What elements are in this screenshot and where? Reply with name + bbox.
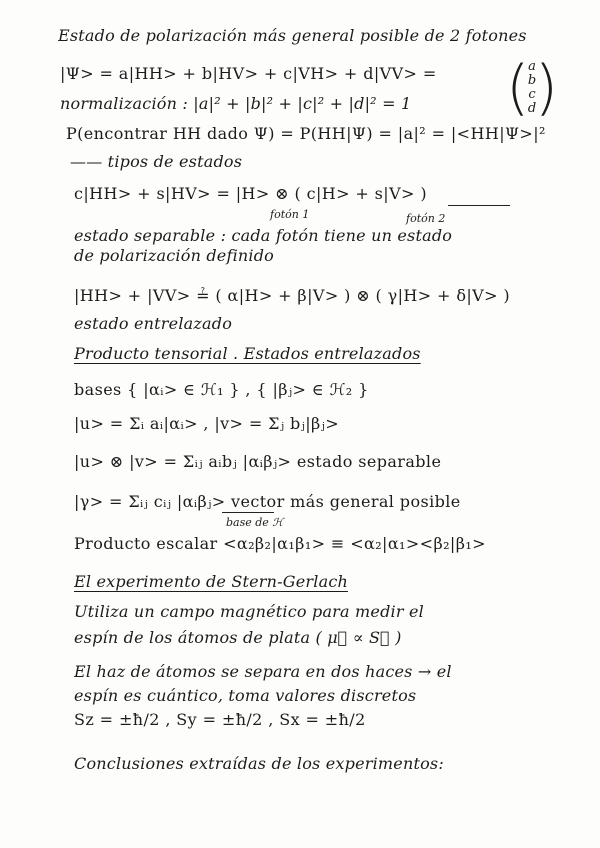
vector-left-bracket: ( [506, 53, 530, 123]
vector-entry-c: c [528, 87, 536, 102]
vector-entry-a: a [528, 59, 536, 74]
line-normalization: normalización : |a|² + |b|² + |c|² + |d|² = 1 [60, 94, 412, 113]
underline-factor [448, 205, 510, 206]
line-tensor-product: |u> ⊗ |v> = Σᵢⱼ aᵢbⱼ |αᵢβⱼ> estado separable [74, 452, 442, 471]
line-types-of-states: —— tipos de estados [70, 152, 243, 171]
line-general-vector: |γ> = Σᵢⱼ cᵢⱼ |αᵢβⱼ> vector más general posible [74, 492, 461, 511]
line-polarization-defined: de polarización definido [74, 246, 275, 265]
heading-tensor-product: Producto tensorial . Estados entrelazados [74, 344, 421, 363]
line-beam-splits: El haz de átomos se separa en dos haces → el [74, 662, 452, 681]
line-bases: bases { |αᵢ> ∈ ℋ₁ } , { |βⱼ> ∈ ℋ₂ } [74, 380, 369, 399]
line-conclusions: Conclusiones extraídas de los experimentos: [74, 754, 444, 773]
line-silver-atoms: espín de los átomos de plata ( μ⃗ ∝ S⃗ ) [74, 628, 402, 647]
line-scalar-product: Producto escalar <α₂β₂|α₁β₁> ≡ <α₂|α₁><β₂|β₁> [74, 534, 486, 553]
line-quantum-spin: espín es cuántico, toma valores discretos [74, 686, 417, 705]
annotation-photon-1: fotón 1 [270, 208, 310, 221]
vector-right-bracket: ) [534, 53, 558, 123]
line-entangled-state: estado entrelazado [74, 314, 233, 333]
heading-stern-gerlach: El experimento de Stern-Gerlach [74, 572, 348, 591]
line-title-polarization: Estado de polarización más general posible de 2 fotones [58, 26, 527, 45]
line-separable-example: c|HH> + s|HV> = |H> ⊗ ( c|H> + s|V> ) [74, 184, 427, 203]
line-vector-expansions: |u> = Σᵢ aᵢ|αᵢ> , |v> = Σⱼ bⱼ|βⱼ> [74, 414, 340, 433]
line-separable-definition: estado separable : cada fotón tiene un estado [74, 226, 453, 245]
annotation-photon-2: fotón 2 [406, 212, 446, 225]
vector-entry-d: d [527, 101, 537, 116]
line-probability: P(encontrar HH dado Ψ) = P(HH|Ψ) = |a|² = |<HH|Ψ>|² [66, 124, 546, 143]
vector-entry-b: b [527, 73, 537, 88]
annotation-basis: base de ℋ [226, 516, 284, 529]
line-state-expansion: |Ψ> = a|HH> + b|HV> + c|VH> + d|VV> = [60, 64, 437, 83]
line-magnetic-field: Utiliza un campo magnético para medir el [74, 602, 424, 621]
line-entangled-test: |HH> + |VV> ≟ ( α|H> + β|V> ) ⊗ ( γ|H> + δ|V> ) [74, 286, 511, 305]
underline-basis [222, 512, 274, 513]
line-spin-values: Sz = ±ħ/2 , Sy = ±ħ/2 , Sx = ±ħ/2 [74, 710, 366, 729]
